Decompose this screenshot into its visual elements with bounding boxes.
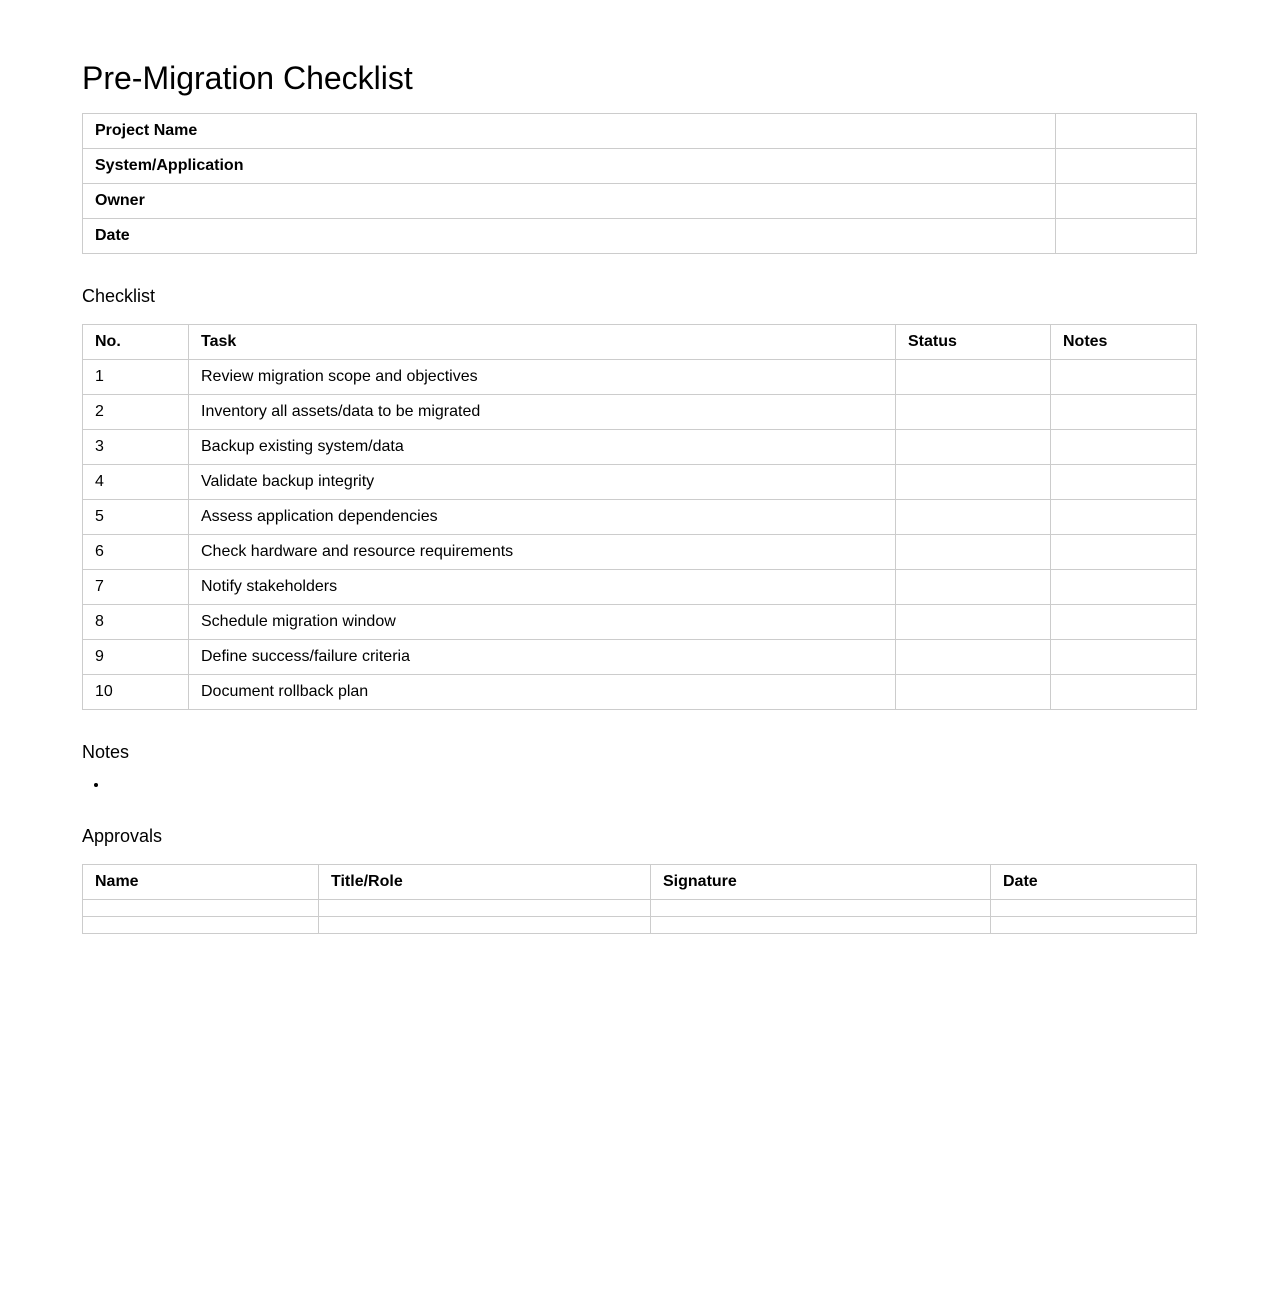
- approver-signature-cell[interactable]: [651, 900, 991, 917]
- info-label: System/Application: [83, 149, 1056, 184]
- info-label: Project Name: [83, 114, 1056, 149]
- row-number: 7: [83, 570, 189, 605]
- notes-list: [82, 775, 109, 795]
- notes-cell[interactable]: [1051, 465, 1197, 500]
- task-text: Validate backup integrity: [189, 465, 896, 500]
- approver-date-cell[interactable]: [991, 917, 1197, 934]
- status-cell[interactable]: [896, 675, 1051, 710]
- notes-heading: Notes: [82, 742, 130, 762]
- approvals-table: [82, 864, 1197, 934]
- notes-cell[interactable]: [1051, 675, 1197, 710]
- info-value-date[interactable]: [1056, 219, 1197, 254]
- row-number: 5: [83, 500, 189, 535]
- status-cell[interactable]: [896, 395, 1051, 430]
- checklist-heading: Checklist: [82, 286, 156, 306]
- task-text: Review migration scope and objectives: [189, 360, 896, 395]
- notes-cell[interactable]: [1051, 605, 1197, 640]
- approver-date-cell[interactable]: [991, 900, 1197, 917]
- approver-signature-cell[interactable]: [651, 917, 991, 934]
- task-text: Backup existing system/data: [189, 430, 896, 465]
- table-row: [83, 570, 1197, 605]
- table-row: [83, 900, 1197, 917]
- info-label: Date: [83, 219, 1056, 254]
- notes-cell[interactable]: [1051, 430, 1197, 465]
- status-cell[interactable]: [896, 570, 1051, 605]
- row-number: 8: [83, 605, 189, 640]
- notes-cell[interactable]: [1051, 570, 1197, 605]
- notes-cell[interactable]: [1051, 500, 1197, 535]
- project-info-table: [82, 113, 1197, 254]
- status-cell[interactable]: [896, 465, 1051, 500]
- info-row-date: [83, 219, 1197, 254]
- table-row: [83, 465, 1197, 500]
- column-header-signature: Signature: [651, 865, 991, 900]
- row-number: 1: [83, 360, 189, 395]
- notes-cell[interactable]: [1051, 360, 1197, 395]
- table-row: [83, 535, 1197, 570]
- task-text: Assess application dependencies: [189, 500, 896, 535]
- column-header-no: No.: [83, 325, 189, 360]
- column-header-name: Name: [83, 865, 319, 900]
- row-number: 4: [83, 465, 189, 500]
- status-cell[interactable]: [896, 360, 1051, 395]
- row-number: 10: [83, 675, 189, 710]
- approvals-header-row: [83, 865, 1197, 900]
- table-row: [83, 500, 1197, 535]
- row-number: 9: [83, 640, 189, 675]
- row-number: 2: [83, 395, 189, 430]
- info-label: Owner: [83, 184, 1056, 219]
- column-header-title-role: Title/Role: [319, 865, 651, 900]
- task-text: Inventory all assets/data to be migrated: [189, 395, 896, 430]
- column-header-date: Date: [991, 865, 1197, 900]
- task-text: Schedule migration window: [189, 605, 896, 640]
- column-header-status: Status: [896, 325, 1051, 360]
- info-row-system-application: [83, 149, 1197, 184]
- notes-cell[interactable]: [1051, 395, 1197, 430]
- table-row: [83, 917, 1197, 934]
- approvals-heading: Approvals: [82, 826, 163, 846]
- table-row: [83, 395, 1197, 430]
- status-cell[interactable]: [896, 500, 1051, 535]
- status-cell[interactable]: [896, 640, 1051, 675]
- notes-cell[interactable]: [1051, 535, 1197, 570]
- column-header-task: Task: [189, 325, 896, 360]
- column-header-notes: Notes: [1051, 325, 1197, 360]
- checklist-table: [82, 324, 1197, 710]
- status-cell[interactable]: [896, 430, 1051, 465]
- table-row: [83, 675, 1197, 710]
- page-title: Pre-Migration Checklist: [82, 60, 413, 96]
- table-row: [83, 605, 1197, 640]
- approver-name-cell[interactable]: [83, 900, 319, 917]
- task-text: Define success/failure criteria: [189, 640, 896, 675]
- table-row: [83, 360, 1197, 395]
- info-row-owner: [83, 184, 1197, 219]
- approver-title-cell[interactable]: [319, 917, 651, 934]
- row-number: 3: [83, 430, 189, 465]
- task-text: Check hardware and resource requirements: [189, 535, 896, 570]
- info-row-project-name: [83, 114, 1197, 149]
- row-number: 6: [83, 535, 189, 570]
- approver-title-cell[interactable]: [319, 900, 651, 917]
- approver-name-cell[interactable]: [83, 917, 319, 934]
- task-text: Notify stakeholders: [189, 570, 896, 605]
- table-row: [83, 640, 1197, 675]
- notes-cell[interactable]: [1051, 640, 1197, 675]
- status-cell[interactable]: [896, 535, 1051, 570]
- task-text: Document rollback plan: [189, 675, 896, 710]
- info-value-project-name[interactable]: [1056, 114, 1197, 149]
- status-cell[interactable]: [896, 605, 1051, 640]
- table-row: [83, 430, 1197, 465]
- checklist-header-row: [83, 325, 1197, 360]
- info-value-system-application[interactable]: [1056, 149, 1197, 184]
- info-value-owner[interactable]: [1056, 184, 1197, 219]
